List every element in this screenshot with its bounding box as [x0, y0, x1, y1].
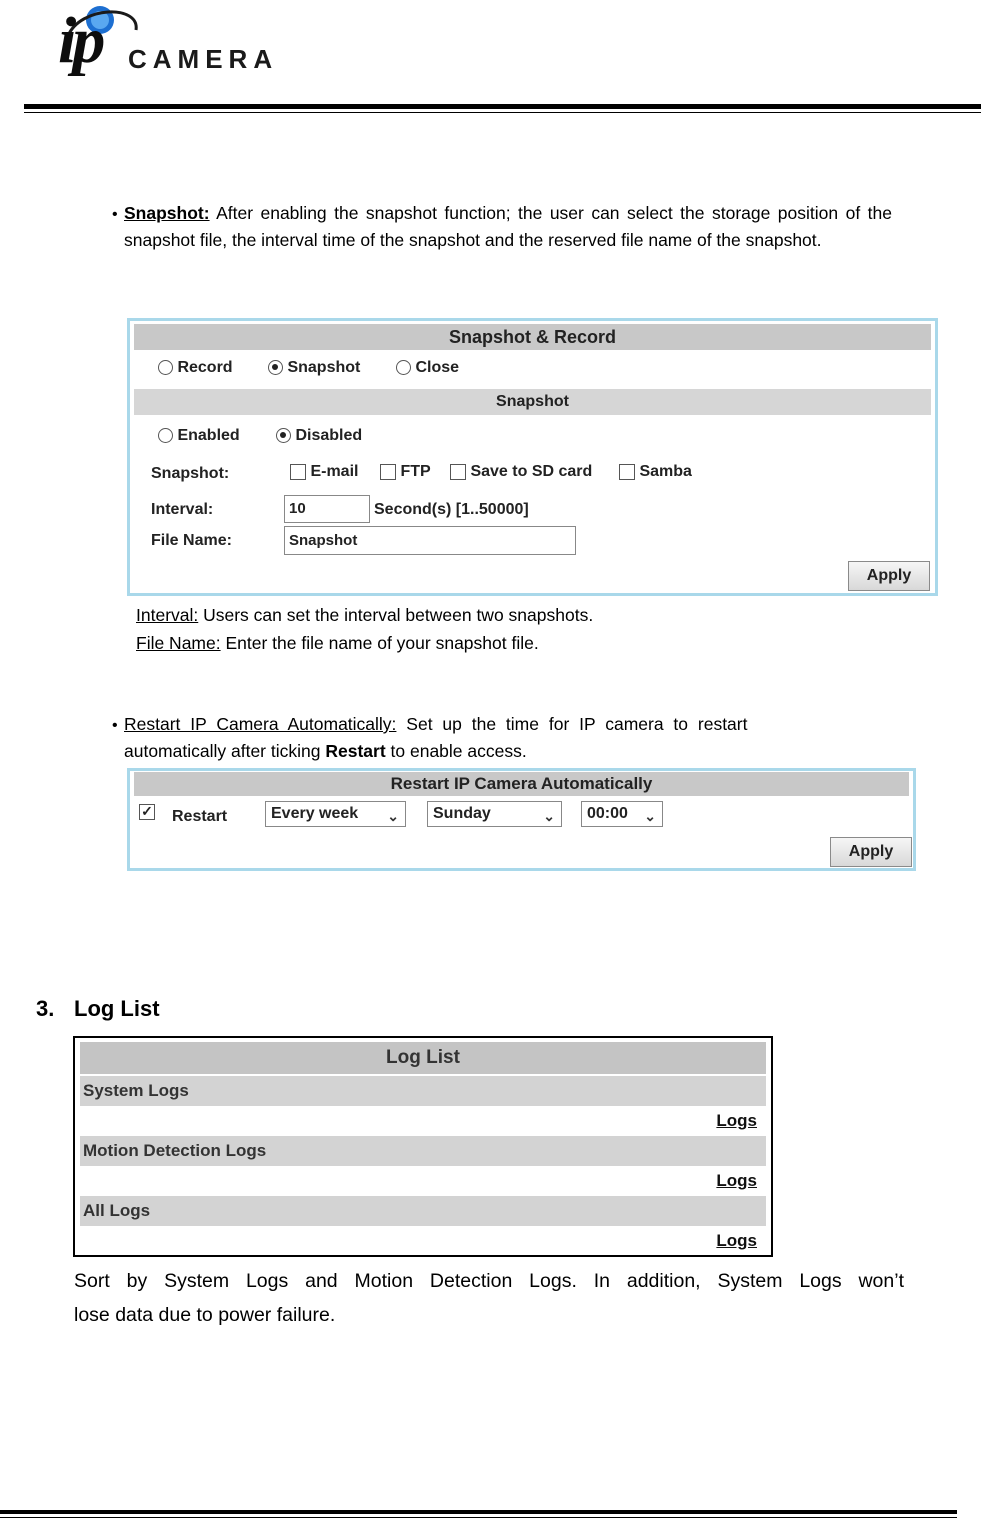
logo-camera-text: CAMERA — [128, 44, 279, 74]
radio-enabled-label: Enabled — [177, 427, 240, 444]
log-row-label: Motion Detection Logs — [80, 1136, 766, 1166]
day-value: Sunday — [433, 805, 491, 822]
chevron-down-icon: ⌄ — [644, 808, 656, 824]
interval-note-term: Interval: — [136, 605, 199, 625]
radio-enabled-circle[interactable] — [158, 428, 173, 443]
restart-panel-title: Restart IP Camera Automatically — [134, 772, 909, 796]
radio-disabled-circle[interactable] — [276, 428, 291, 443]
footer-rule — [0, 1510, 957, 1514]
restart-apply-button[interactable]: Apply — [830, 837, 912, 867]
section-heading: Log List — [74, 996, 160, 1021]
chevron-down-icon: ⌄ — [543, 808, 555, 824]
restart-term: Restart IP Camera Automatically: — [124, 714, 397, 734]
radio-record-label: Record — [177, 359, 233, 376]
restart-line2 — [124, 738, 527, 765]
checkbox-sdcard-box[interactable] — [450, 464, 466, 480]
radio-record[interactable] — [158, 359, 233, 377]
restart-checkbox[interactable] — [139, 803, 155, 821]
radio-snapshot-circle[interactable] — [268, 360, 283, 375]
interval-hint: Second(s) [1..50000] — [374, 501, 529, 518]
interval-note-text: Users can set the interval between two snapshots. — [198, 605, 594, 625]
radio-record-circle[interactable] — [158, 360, 173, 375]
log-list-title: Log List — [80, 1042, 766, 1074]
checkbox-samba-box[interactable] — [619, 464, 635, 480]
checkbox-ftp-box[interactable] — [380, 464, 396, 480]
system-logs-link[interactable]: Logs — [716, 1111, 757, 1130]
log-description-line1: Sort by System Logs and Motion Detection Logs. In addition, System Logs won’t — [74, 1270, 904, 1292]
snapshot-paragraph — [124, 200, 892, 254]
restart-text-bold: Restart — [325, 741, 386, 761]
snapshot-bullet: • — [112, 206, 118, 223]
restart-bullet: • — [112, 717, 118, 734]
checkbox-email[interactable] — [290, 463, 358, 481]
restart-text-1: Set up the time for IP camera to restart — [396, 714, 748, 734]
filename-label: File Name: — [151, 532, 232, 549]
radio-enabled[interactable] — [158, 427, 240, 445]
interval-input[interactable]: 10 — [284, 495, 370, 523]
restart-panel — [127, 768, 916, 871]
day-select[interactable] — [427, 801, 562, 827]
radio-disabled[interactable] — [276, 427, 362, 445]
time-select[interactable] — [581, 801, 663, 827]
checkbox-ftp-label: FTP — [400, 463, 431, 480]
filename-note-term: File Name: — [136, 633, 221, 653]
snapshot-label: Snapshot: — [151, 465, 230, 482]
checkbox-samba[interactable] — [619, 463, 692, 481]
interval-note — [136, 602, 593, 629]
filename-note — [136, 630, 539, 657]
snapshot-description: After enabling the snapshot function; the user can select the storage position of the snapshot file, the interval time of the snapshot and the reserved file name of the snapshot. — [124, 203, 892, 250]
radio-close-circle[interactable] — [396, 360, 411, 375]
checkbox-ftp[interactable] — [380, 463, 431, 481]
all-logs-link[interactable]: Logs — [716, 1231, 757, 1250]
restart-check-icon[interactable]: ✓ — [139, 804, 155, 820]
checkbox-email-label: E-mail — [310, 463, 359, 480]
snapshot-subtitle: Snapshot — [134, 389, 931, 415]
radio-disabled-label: Disabled — [295, 427, 363, 444]
filename-note-text: Enter the file name of your snapshot file. — [220, 633, 539, 653]
log-description — [74, 1264, 904, 1332]
log-row-label: All Logs — [80, 1196, 766, 1226]
footer-rule-thin — [0, 1517, 957, 1518]
interval-label: Interval: — [151, 501, 214, 518]
frequency-value: Every week — [271, 805, 359, 822]
apply-button[interactable]: Apply — [848, 561, 930, 591]
chevron-down-icon: ⌄ — [387, 808, 399, 824]
header-rule-thin — [24, 112, 981, 113]
time-value: 00:00 — [587, 805, 628, 822]
restart-text-2b: to enable access. — [385, 741, 527, 761]
filename-input[interactable]: Snapshot — [284, 526, 576, 555]
log-list-panel — [73, 1036, 773, 1257]
restart-label: Restart — [172, 808, 228, 825]
snapshot-record-panel — [127, 318, 938, 596]
radio-close-label: Close — [415, 359, 460, 376]
radio-snapshot[interactable] — [268, 359, 360, 377]
log-row-label: System Logs — [80, 1076, 766, 1106]
section-number: 3. — [36, 996, 55, 1021]
restart-text-2a: automatically after ticking — [124, 741, 326, 761]
radio-close[interactable] — [396, 359, 459, 377]
restart-line1 — [124, 711, 844, 738]
radio-snapshot-label: Snapshot — [287, 359, 361, 376]
log-description-line2: lose data due to power failure. — [74, 1304, 336, 1326]
snapshot-term: Snapshot: — [124, 203, 210, 223]
motion-logs-link[interactable]: Logs — [716, 1171, 757, 1190]
checkbox-samba-label: Samba — [639, 463, 692, 480]
header-rule — [24, 104, 981, 109]
checkbox-email-box[interactable] — [290, 464, 306, 480]
checkbox-sdcard[interactable] — [450, 463, 592, 481]
frequency-select[interactable] — [265, 801, 406, 827]
checkbox-sdcard-label: Save to SD card — [470, 463, 593, 480]
logo-ip-text: ip — [58, 4, 102, 77]
panel-title: Snapshot & Record — [134, 324, 931, 350]
